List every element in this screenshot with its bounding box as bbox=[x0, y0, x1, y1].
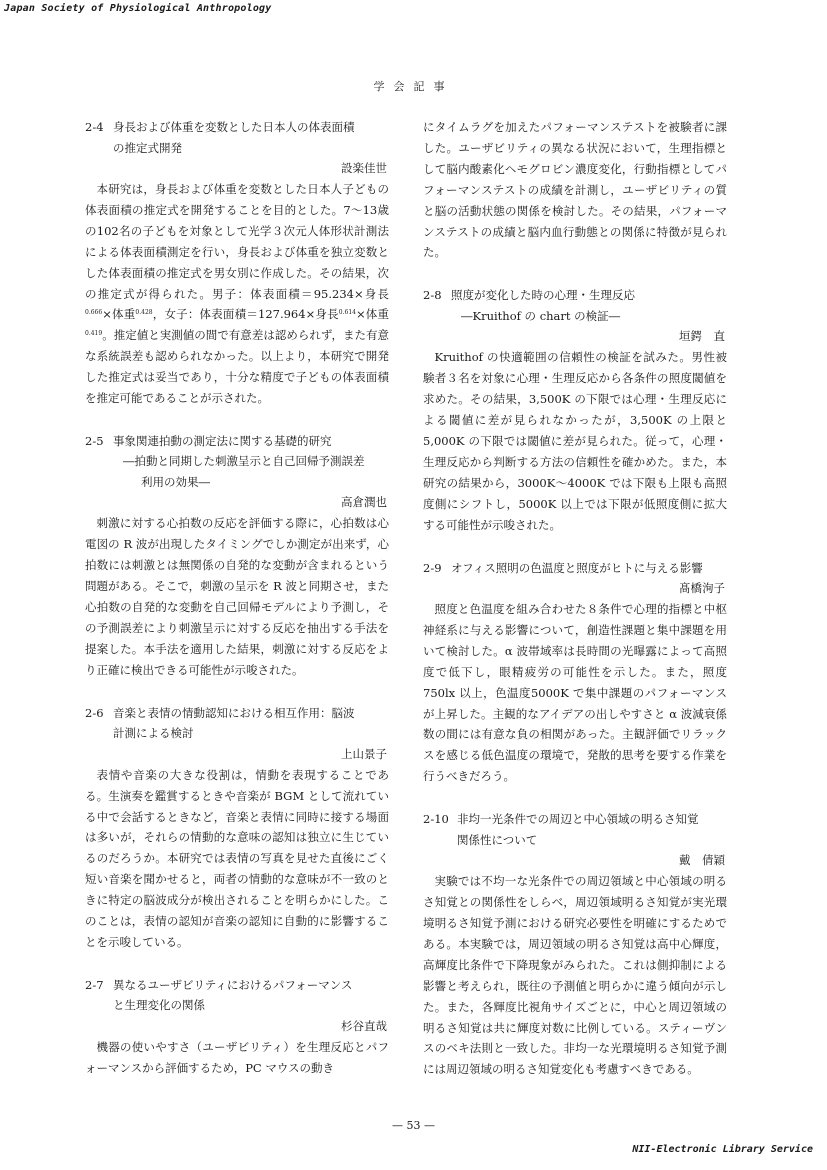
article-number: 2-9 bbox=[423, 560, 442, 575]
article-title bbox=[423, 558, 727, 579]
article-2-8 bbox=[423, 285, 727, 535]
article-title bbox=[85, 703, 389, 724]
left-column bbox=[85, 117, 389, 1079]
article-title bbox=[423, 809, 727, 830]
article-title bbox=[85, 117, 389, 138]
exponent: 0.419 bbox=[85, 330, 103, 338]
journal-header: Japan Society of Physiological Anthropology bbox=[4, 3, 272, 14]
article-number: 2-8 bbox=[423, 288, 442, 303]
article-2-7 bbox=[85, 975, 389, 1079]
article-body: 機器の使いやすさ（ユーザビリティ）を生理反応とパフォーマンスから評価するため，PC マウスの動き bbox=[85, 1039, 389, 1075]
article-title-text: 音楽と表情の情動認知における相互作用：脳波 bbox=[113, 705, 355, 720]
article-subtitle: ―拍動と同期した刺激呈示と自己回帰予測誤差 bbox=[123, 454, 365, 469]
article-subtitle-cont: 利用の効果― bbox=[141, 474, 210, 489]
right-column bbox=[423, 117, 727, 1080]
body-text: ×体重 bbox=[102, 307, 136, 322]
article-subtitle: ―Kruithof の chart の検証― bbox=[461, 308, 621, 323]
exponent: 0.428 bbox=[135, 309, 153, 317]
body-text: 。推定値と実測値の間で有意差は認められず，また有意な系統誤差も認められなかった。以上より，本研究で開発した推定式は妥当であり，十分な精度で子どもの体表面積を推定可能であることが示された。 bbox=[85, 328, 389, 406]
article-author: 戴 倩穎 bbox=[679, 853, 725, 868]
article-title-text: 異なるユーザビリティにおけるパフォーマンス bbox=[113, 977, 353, 992]
body-text: ，女子：体表面積＝127.964×身長 bbox=[152, 307, 339, 322]
article-body: Kruithof の快適範囲の信頼性の検証を試みた。男性被験者３名を対象に心理・生理反応から各条件の照度閾値を求めた。その結果，3,500K の下限では心理・生理反応による閾値に差が見られなかったが，3,500K の上限と5,000K の下限では閾値に差が見られた。従って，心理・生理反応から判断する方法の信頼性を確かめた。また，本研究の結果から，3000K～4000K では下限も上限も高照度側にシフトし，5000K 以上では下限が低照度側に拡大する可能性が示唆された。 bbox=[423, 350, 727, 532]
library-footer: NII-Electronic Library Service bbox=[632, 1144, 813, 1155]
article-author: 上山景子 bbox=[341, 746, 387, 761]
article-body: 実験では不均一な光条件での周辺領域と中心領域の明るさ知覚との関係性をしらべ，周辺領域明るさ知覚が実光環境明るさ知覚予測における研究必要性を明確にするためである。本実験では，周辺領域の明るさ知覚は高中心輝度，高輝度比条件で下降現象がみられた。これは側抑制による影響と考えられ，既往の予測値と明らかに違う傾向が示した。また，各輝度比視角サイズごとに，中心と周辺領域の明るさ知覚は共に輝度対数に比例している。スティーヴンスのベキ法則と一致した。非均一な光環境明るさ知覚予測には周辺領域の明るさ知覚変化も考慮すべきである。 bbox=[423, 874, 727, 1077]
article-title bbox=[85, 975, 389, 996]
page-number: — 53 — bbox=[392, 1119, 435, 1132]
article-number: 2-6 bbox=[85, 705, 104, 720]
article-title-cont: 関係性について bbox=[457, 832, 538, 847]
article-title bbox=[85, 431, 389, 452]
article-author: 高倉潤也 bbox=[341, 495, 387, 510]
article-body: 表情や音楽の大きな役割は，情動を表現することである。生演奏を鑑賞するときや音楽が BGM として流れている中で会話するときなど，音楽と表情に同時に接する場面は多いが，それらの情動的な意味の認知は独立に生じているのだろうか。本研究では表情の写真を見せた直後にごく短い音楽を聞かせると，両者の情動的な意味が不一致のときに特定の脳波成分が検出されることを明らかにした。このことは，表情の認知が音楽の認知に自動的に影響することを示唆している。 bbox=[85, 767, 389, 949]
article-title-text: 非均一光条件での周辺と中心領域の明るさ知覚 bbox=[457, 812, 699, 827]
article-author: 髙橋洵子 bbox=[679, 581, 725, 595]
article-author: 杉谷直哉 bbox=[341, 1018, 387, 1033]
article-2-9 bbox=[423, 558, 727, 788]
article-title bbox=[423, 285, 727, 306]
article-body bbox=[85, 179, 389, 409]
article-title-text: 事象関連拍動の測定法に関する基礎的研究 bbox=[113, 433, 332, 448]
article-2-6 bbox=[85, 703, 389, 953]
section-title: 学会記事 bbox=[373, 80, 454, 93]
article-number: 2-10 bbox=[423, 812, 449, 827]
article-number: 2-5 bbox=[85, 433, 104, 448]
body-text: ×体重 bbox=[355, 307, 389, 322]
article-number: 2-4 bbox=[85, 120, 104, 134]
exponent: 0.666 bbox=[85, 309, 103, 317]
article-title-text: オフィス照明の色温度と照度がヒトに与える影響 bbox=[451, 560, 703, 575]
article-title-text: 身長および体重を変数とした日本人の体表面積 bbox=[113, 120, 355, 134]
article-2-4 bbox=[85, 117, 389, 409]
article-title-text: 照度が変化した時の心理・生理反応 bbox=[451, 288, 635, 303]
article-number: 2-7 bbox=[85, 977, 104, 992]
article-body: 照度と色温度を組み合わせた８条件で心理的指標と中枢神経系に与える影響について，創造性課題と集中課題を用いて検討した。α 波帯域率は長時間の光曝露によって高照度で低下し，眼精疲労の可能性を示した。また，照度750lx 以上，色温度5000K で集中課題のパフォーマンスが上昇した。主観的なアイデアの出しやすさと α 波減衰係数の間には有意な負の相関があった。主観評価でリラックスを感じる低色温度の環境で，発散的思考を要する作業を行うべきだろう。 bbox=[423, 602, 727, 784]
exponent: 0.614 bbox=[338, 309, 356, 317]
article-body-continued: にタイムラグを加えたパフォーマンステストを被験者に課した。ユーザビリティの異なる状況において，生理指標として脳内酸素化ヘモグロビン濃度変化，行動指標としてパフォーマンステストの成績を計測し，ユーザビリティの質と脳の活動状態の関係を検討した。その結果，パフォーマンステストの成績と脳内血行動態との関係に特徴が見られた。 bbox=[423, 120, 727, 260]
article-title-cont: の推定式開発 bbox=[113, 140, 182, 155]
article-2-10 bbox=[423, 809, 727, 1080]
article-title-cont: 計測による検討 bbox=[113, 726, 194, 741]
article-2-5 bbox=[85, 431, 389, 681]
article-body: 刺激に対する心拍数の反応を評価する際に，心拍数は心電図の R 波が出現したタイミングでしか測定が出来ず，心拍数には刺激とは無関係の自発的な変動が含まれるという問題がある。そこで，刺激の呈示を R 波と同期させ，また心拍数の自発的な変動を自己回帰モデルにより予測し，その予測誤差により刺激呈示に対する反応を抽出する手法を提案した。本手法を適用した結果，刺激に対する反応をより正確に検出できる可能性が示唆された。 bbox=[85, 516, 389, 677]
article-author: 設楽佳世 bbox=[341, 161, 387, 175]
article-title-cont: と生理変化の関係 bbox=[113, 998, 205, 1013]
article-author: 垣鍔 直 bbox=[679, 329, 725, 344]
body-text: 本研究は，身長および体重を変数とした日本人子どもの体表面積の推定式を開発することを目的とした。7～13歳の102名の子どもを対象として光学３次元人体形状計測法による体表面積測定を行い，身長および体重を独立変数とした体表面積の推定式を男女別に作成した。その結果，次の推定式が得られた。男子：体表面積＝95.234×身長 bbox=[85, 182, 389, 301]
